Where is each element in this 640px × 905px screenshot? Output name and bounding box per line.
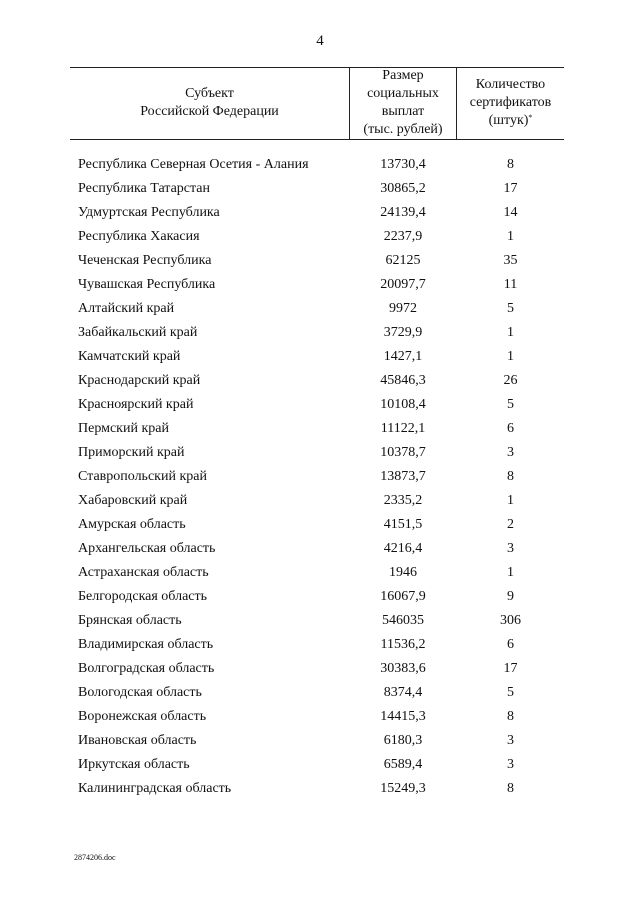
region-name: Алтайский край (78, 301, 175, 316)
region-name: Камчатский край (78, 349, 181, 364)
payment-amount: 11536,2 (380, 637, 426, 652)
certificate-count: 17 (503, 661, 518, 676)
table-row (0, 441, 640, 465)
table-row (0, 705, 640, 729)
payment-amount: 8374,4 (383, 685, 423, 700)
header-certificates-line: сертификатов (469, 95, 552, 110)
header-subject-line: Российской Федерации (140, 104, 279, 119)
payment-amount: 30383,6 (380, 661, 426, 676)
header-subject-line: Субъект (185, 86, 234, 101)
certificate-count: 3 (507, 733, 514, 748)
table-row (0, 153, 640, 177)
table-row (0, 681, 640, 705)
payment-amount: 4216,4 (383, 541, 423, 556)
header-certificates-line: Количество (475, 77, 546, 92)
table-row (0, 177, 640, 201)
region-name: Вологодская область (78, 685, 202, 700)
certificate-count: 6 (507, 637, 514, 652)
table-row (0, 225, 640, 249)
footnote-mark: * (528, 113, 533, 122)
table-row (0, 777, 640, 801)
table-row (0, 321, 640, 345)
certificate-count: 1 (507, 493, 514, 508)
certificate-count: 8 (507, 781, 514, 796)
page-number: 4 (316, 33, 324, 49)
payment-amount: 20097,7 (380, 277, 426, 292)
table-row (0, 201, 640, 225)
certificate-count: 6 (507, 421, 514, 436)
region-name: Чувашская Республика (78, 277, 216, 292)
certificate-count: 9 (507, 589, 514, 604)
table-row (0, 657, 640, 681)
table-row (0, 585, 640, 609)
region-name: Чеченская Республика (78, 253, 212, 268)
header-payments (350, 67, 456, 139)
certificate-count: 3 (507, 541, 514, 556)
region-name: Приморский край (78, 445, 185, 460)
certificate-count: 306 (500, 613, 521, 628)
table-row (0, 633, 640, 657)
region-name: Республика Татарстан (78, 181, 211, 196)
payment-amount: 10378,7 (380, 445, 426, 460)
payment-amount: 4151,5 (383, 517, 423, 532)
payment-amount: 13730,4 (380, 157, 426, 172)
payment-amount: 546035 (382, 613, 424, 628)
region-name: Амурская область (78, 517, 186, 532)
payment-amount: 16067,9 (380, 589, 426, 604)
header-payments-line: выплат (381, 104, 425, 119)
certificate-count: 1 (507, 565, 514, 580)
certificate-count: 8 (507, 157, 514, 172)
certificate-count: 5 (507, 397, 514, 412)
header-payments-line: Размер (382, 68, 424, 83)
region-name: Краснодарский край (78, 373, 201, 388)
certificate-count: 17 (503, 181, 518, 196)
payment-amount: 1427,1 (383, 349, 423, 364)
payment-amount: 14415,3 (380, 709, 426, 724)
certificate-count: 5 (507, 685, 514, 700)
header-bottom-rule (70, 139, 564, 140)
certificate-count: 5 (507, 301, 514, 316)
certificate-count: 1 (507, 325, 514, 340)
region-name: Пермский край (78, 421, 169, 436)
table-row (0, 369, 640, 393)
region-name: Астраханская область (78, 565, 209, 580)
table-row (0, 609, 640, 633)
header-payments-line: социальных (367, 86, 439, 101)
table-row (0, 393, 640, 417)
payment-amount: 13873,7 (380, 469, 426, 484)
certificate-count: 3 (507, 445, 514, 460)
header-payments-line: (тыс. рублей) (363, 122, 443, 137)
header-subject (70, 67, 349, 139)
header-certificates-line (470, 112, 552, 130)
region-name: Владимирская область (78, 637, 214, 652)
certificate-count: 14 (503, 205, 518, 220)
region-name: Забайкальский край (78, 325, 198, 340)
payment-amount: 9972 (389, 301, 417, 316)
region-name: Республика Северная Осетия - Алания (78, 157, 309, 172)
header-certificates-unit: (штук) (488, 113, 529, 128)
payment-amount: 30865,2 (380, 181, 426, 196)
payment-amount: 24139,4 (380, 205, 426, 220)
payment-amount: 62125 (385, 253, 421, 268)
table-row (0, 753, 640, 777)
table-row (0, 297, 640, 321)
payment-amount: 15249,3 (380, 781, 426, 796)
payment-amount: 3729,9 (383, 325, 423, 340)
region-name: Ставропольский край (78, 469, 207, 484)
region-name: Брянская область (78, 613, 182, 628)
region-name: Красноярский край (78, 397, 194, 412)
region-name: Ивановская область (78, 733, 197, 748)
region-name: Воронежская область (78, 709, 207, 724)
table-row (0, 249, 640, 273)
table-row (0, 561, 640, 585)
region-name: Удмуртская Республика (78, 205, 220, 220)
payment-amount: 2237,9 (383, 229, 423, 244)
region-name: Хабаровский край (78, 493, 188, 508)
table-row (0, 345, 640, 369)
certificate-count: 11 (503, 277, 518, 292)
region-name: Республика Хакасия (78, 229, 200, 244)
certificate-count: 1 (507, 349, 514, 364)
certificate-count: 26 (503, 373, 518, 388)
header-certificates (457, 67, 564, 139)
table-row (0, 273, 640, 297)
table-row (0, 417, 640, 441)
table-row (0, 513, 640, 537)
payment-amount: 1946 (389, 565, 417, 580)
payment-amount: 6180,3 (383, 733, 423, 748)
certificate-count: 1 (507, 229, 514, 244)
payment-amount: 11122,1 (380, 421, 426, 436)
region-name: Иркутская область (78, 757, 190, 772)
certificate-count: 8 (507, 469, 514, 484)
table-row (0, 489, 640, 513)
table-row (0, 537, 640, 561)
table-row (0, 729, 640, 753)
payment-amount: 10108,4 (380, 397, 426, 412)
certificate-count: 35 (503, 253, 518, 268)
payment-amount: 2335,2 (383, 493, 423, 508)
table-row (0, 465, 640, 489)
certificate-count: 3 (507, 757, 514, 772)
document-file-reference: 2874206.doc (74, 853, 116, 862)
payment-amount: 6589,4 (383, 757, 423, 772)
region-name: Белгородская область (78, 589, 208, 604)
certificate-count: 8 (507, 709, 514, 724)
region-name: Калининградская область (78, 781, 232, 796)
region-name: Волгоградская область (78, 661, 215, 676)
certificate-count: 2 (507, 517, 514, 532)
region-name: Архангельская область (78, 541, 216, 556)
payment-amount: 45846,3 (380, 373, 426, 388)
table-body (0, 153, 640, 801)
